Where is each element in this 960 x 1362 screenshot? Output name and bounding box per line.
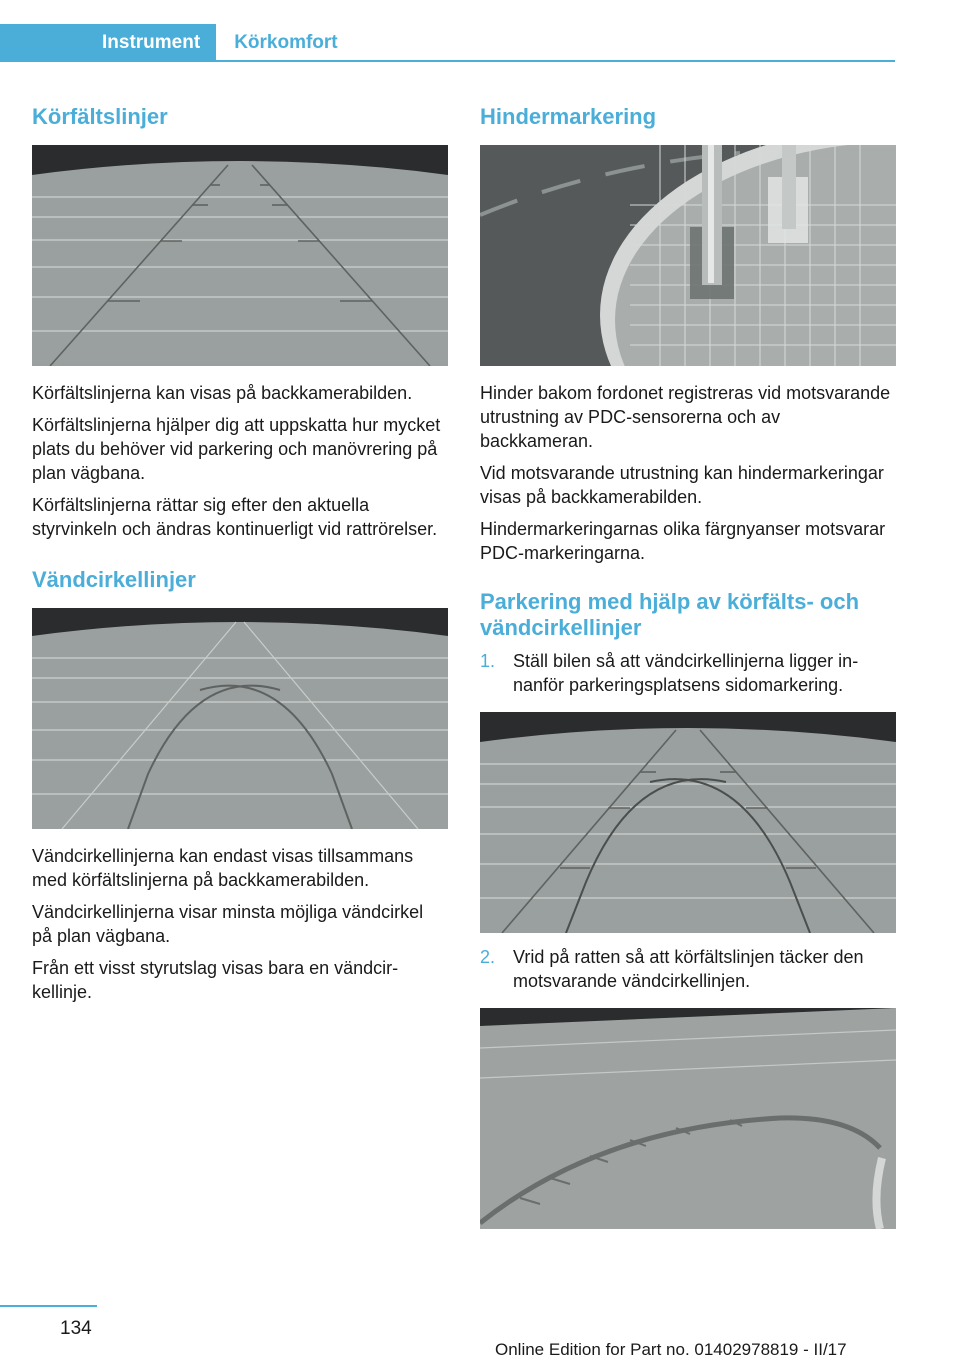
tab-instrument[interactable]: Instrument [0,24,216,61]
turning-circle-figure [32,608,448,829]
page-number: 134 [60,1318,92,1339]
heading-hindermarkering: Hindermarkering [480,104,657,129]
heading-parkering: Parkering med hjälp av körfälts- och vändcirkellinjer [480,589,860,640]
parking-step2-figure [480,1008,896,1229]
list-item [480,945,896,993]
step-number: 1. [480,651,496,671]
step-text: Vrid på ratten så att körfältslinjen täcker den motsvarande vändcirkellinjen. [513,947,864,991]
obstacle-marking-figure [480,145,896,366]
steps-list [480,945,896,993]
paragraph: Körfältslinjerna hjälper dig att uppskatta hur mycket plats du behöver vid parkering och manövrering på plan vägbana. [32,415,441,483]
edition-note: Online Edition for Part no. 01402978819 - II/17 [495,1340,847,1359]
step-number: 2. [480,947,496,967]
parking-step1-figure [480,712,896,933]
paragraph: Vändcirkellinjerna visar minsta möjliga vändcirkel på plan vägbana. [32,902,424,946]
steps-list [480,649,896,697]
paragraph: Körfältslinjerna kan visas på backkamerabilden. [32,383,413,403]
lane-lines-figure [32,145,448,366]
chapter-tabs [0,24,338,61]
heading-vandcirkellinjer: Vändcirkellinjer [32,567,196,592]
paragraph: Vändcirkellinjerna kan endast visas tillsammans med körfältslinjerna på backkamerabilden. [32,846,414,890]
footer-divider [0,1305,97,1307]
step-text: Ställ bilen så att vändcirkellinjerna ligger innanför parkeringsplatsens sidomarkering. [513,651,859,695]
paragraph: Vid motsvarande utrustning kan hindermarkeringar visas på backkamerabilden. [480,463,884,507]
right-column [480,100,896,1229]
header-divider [0,60,895,62]
paragraph: Körfältslinjerna rättar sig efter den aktuella styrvinkeln och ändras kontinuerligt vid rattrörelser. [32,495,438,539]
paragraph: Hindermarkeringarnas olika färgnyanser motsvarar PDC-markeringarna. [480,519,886,563]
paragraph: Från ett visst styrutslag visas bara en vändcirkellinje. [32,958,399,1002]
left-column [32,100,448,1004]
list-item [480,649,896,697]
paragraph: Hinder bakom fordonet registreras vid motsvarande utrustning av PDC-sensorerna och av backkameran. [480,383,891,451]
heading-korfaltslinjer: Körfältslinjer [32,104,168,129]
tab-korkomfort[interactable]: Körkomfort [234,32,338,53]
